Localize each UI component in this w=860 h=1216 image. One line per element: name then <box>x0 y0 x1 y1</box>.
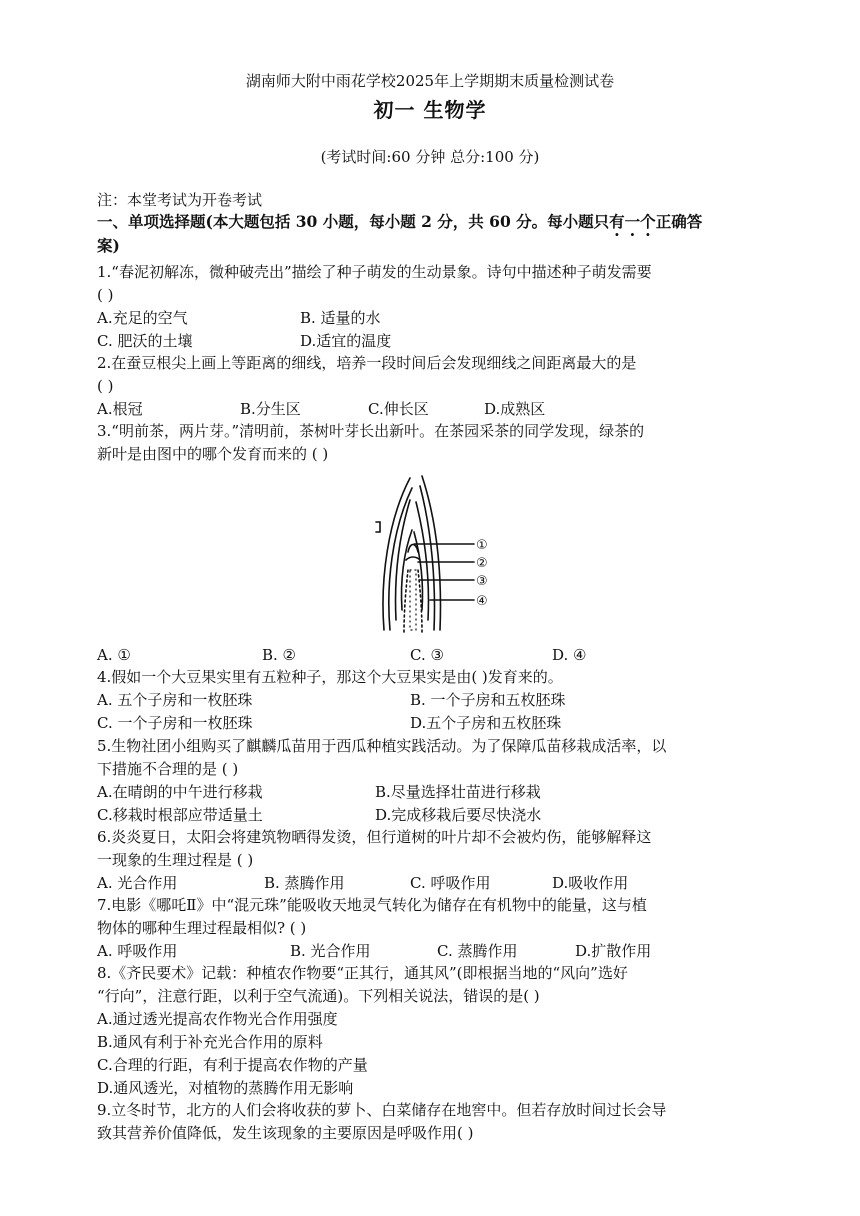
q1-blank: ( ) <box>97 286 114 304</box>
q8-stem-cont: “行向”，注意行距，以利于空气流通)。下列相关说法，错误的是( ) <box>97 987 540 1005</box>
bud-diagram <box>370 470 500 635</box>
q6-option-c: C. 呼吸作用 <box>410 874 491 892</box>
q5-option-c: C.移栽时根部应带适量土 <box>97 806 263 824</box>
exam-title: 湖南师大附中雨花学校2025年上学期期末质量检测试卷 <box>245 72 615 90</box>
q1-option-d: D.适宜的温度 <box>300 332 392 350</box>
figure-label-4: ④ <box>476 594 488 609</box>
section-heading <box>97 212 702 232</box>
q7-option-c: C. 蒸腾作用 <box>437 942 518 960</box>
q9-stem: 9.立冬时节，北方的人们会将收获的萝卜、白菜储存在地窖中。但若存放时间过长会导 <box>97 1101 667 1119</box>
q2-option-a: A.根冠 <box>97 400 143 418</box>
q5-option-d: D.完成移栽后要尽快浇水 <box>375 806 542 824</box>
emphasis-char-3: 个 <box>640 212 656 231</box>
section-heading-cont: 案) <box>97 236 120 255</box>
q6-option-d: D.吸收作用 <box>552 874 629 892</box>
figure-label-2: ② <box>476 556 488 571</box>
q4-option-c: C. 一个子房和一枚胚珠 <box>97 714 253 732</box>
q2-option-d: D.成熟区 <box>484 400 546 418</box>
q6-stem: 6.炎炎夏日，太阳会将建筑物晒得发烫，但行道树的叶片却不会被灼伤，能够解释这 <box>97 828 652 846</box>
emphasis-char-2: 一 <box>624 212 641 231</box>
emphasis-char-1: 有 <box>609 212 625 231</box>
q1-option-c: C. 肥沃的土壤 <box>97 332 193 350</box>
q7-stem-cont: 物体的哪种生理过程最相似? ( ) <box>97 919 307 937</box>
q2-blank: ( ) <box>97 377 114 395</box>
figure-label-1: ① <box>476 538 488 553</box>
q5-option-a: A.在晴朗的中午进行移栽 <box>97 783 263 801</box>
q3-stem: 3.“明前茶，两片芽。”清明前，茶树叶芽长出新叶。在茶园采茶的同学发现，绿茶的 <box>97 422 645 440</box>
exam-subject: 初一 生物学 <box>373 98 487 122</box>
q3-option-d: D. ④ <box>552 646 587 664</box>
q1-option-a: A.充足的空气 <box>97 309 188 327</box>
q9-stem-cont: 致其营养价值降低，发生该现象的主要原因是呼吸作用( ) <box>97 1124 474 1142</box>
q6-option-a: A. 光合作用 <box>97 874 178 892</box>
q7-stem: 7.电影《哪吒Ⅱ》中“混元珠”能吸收天地灵气转化为储存在有机物中的能量，这与植 <box>97 896 647 914</box>
q5-option-b: B.尽量选择壮苗进行移栽 <box>375 783 541 801</box>
q4-option-d: D.五个子房和五枚胚珠 <box>410 714 562 732</box>
q6-option-b: B. 蒸腾作用 <box>264 874 345 892</box>
q5-stem-cont: 下措施不合理的是 ( ) <box>97 760 239 778</box>
q2-option-b: B.分生区 <box>240 400 301 418</box>
exam-note: 注：本堂考试为开卷考试 <box>97 191 263 209</box>
figure-label-3: ③ <box>476 574 488 589</box>
q3-option-c: C. ③ <box>410 646 444 664</box>
q8-option-d: D.通风透光，对植物的蒸腾作用无影响 <box>97 1079 354 1097</box>
exam-time-info: (考试时间:60 分钟 总分:100 分) <box>320 148 540 166</box>
q1-stem: 1.“春泥初解冻，微种破壳出”描绘了种子萌发的生动景象。诗句中描述种子萌发需要 <box>97 263 652 281</box>
q4-option-a: A. 五个子房和一枚胚珠 <box>97 691 253 709</box>
q4-option-b: B. 一个子房和五枚胚珠 <box>410 691 566 709</box>
section-heading-part-b: 正确答 <box>655 212 703 231</box>
q2-stem: 2.在蚕豆根尖上画上等距离的细线，培养一段时间后会发现细线之间距离最大的是 <box>97 354 637 372</box>
q6-stem-cont: 一现象的生理过程是 ( ) <box>97 851 254 869</box>
q2-option-c: C.伸长区 <box>368 400 429 418</box>
q3-stem-cont: 新叶是由图中的哪个发育而来的 ( ) <box>97 445 329 463</box>
section-heading-part-a: 一、单项选择题(本大题包括 30 小题，每小题 2 分，共 60 分。每小题只 <box>97 212 610 231</box>
q1-option-b: B. 适量的水 <box>300 309 381 327</box>
q8-option-b: B.通风有利于补充光合作用的原料 <box>97 1033 323 1051</box>
q7-option-a: A. 呼吸作用 <box>97 942 178 960</box>
q5-stem: 5.生物社团小组购买了麒麟瓜苗用于西瓜种植实践活动。为了保障瓜苗移栽成活率，以 <box>97 737 667 755</box>
q3-option-b: B. ② <box>262 646 297 664</box>
q8-option-c: C.合理的行距，有利于提高农作物的产量 <box>97 1056 368 1074</box>
q8-stem: 8.《齐民要术》记载：种植农作物要“正其行，通其风”(即根据当地的“风向”选好 <box>97 964 628 982</box>
q4-stem: 4.假如一个大豆果实里有五粒种子，那这个大豆果实是由( )发育来的。 <box>97 668 563 686</box>
q8-option-a: A.通过透光提高农作物光合作用强度 <box>97 1010 338 1028</box>
q3-option-a: A. ① <box>97 646 131 664</box>
q7-option-b: B. 光合作用 <box>290 942 371 960</box>
q7-option-d: D.扩散作用 <box>575 942 652 960</box>
